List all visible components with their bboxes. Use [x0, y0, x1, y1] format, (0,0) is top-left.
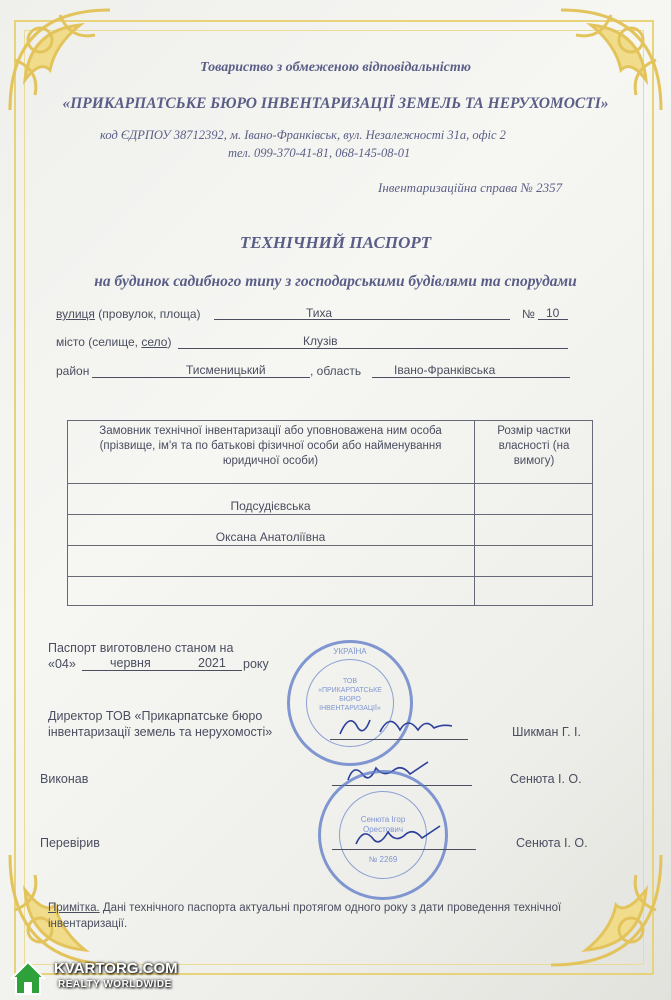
- company-stamp-top-text: УКРАЇНА: [333, 647, 367, 656]
- number-label: №: [522, 307, 535, 321]
- prepared-as-of-label: Паспорт виготовлено станом на: [48, 641, 234, 655]
- document-title: ТЕХНІЧНИЙ ПАСПОРТ: [239, 233, 432, 252]
- inventory-case-number: Інвентаризаційна справа № 2357: [378, 180, 563, 195]
- checker-signature: [350, 822, 450, 852]
- executor-label: Виконав: [40, 772, 89, 786]
- company-stamp: [287, 640, 413, 766]
- prepared-month: червня: [110, 656, 151, 670]
- district-value: Тисменицький: [186, 363, 266, 377]
- street-value: Тиха: [306, 306, 333, 320]
- engineer-stamp-name: Сенюта Ігор Орестович: [360, 815, 406, 834]
- director-title-line-2: інвентаризації земель та нерухомості»: [48, 725, 273, 739]
- city-label: [56, 335, 171, 349]
- district-label: район: [56, 364, 90, 378]
- customer-given-names: Оксана Анатоліївна: [215, 530, 326, 544]
- street-label-underlined: вулиця: [56, 307, 95, 321]
- executor-name: Сенюта І. О.: [510, 772, 582, 786]
- prepared-year: 2021: [198, 656, 226, 670]
- checker-name: Сенюта І. О.: [516, 836, 588, 850]
- note-line-2: інвентаризації.: [48, 918, 128, 930]
- note-text: Дані технічного паспорта актуальні протягом одного року з дати проведення технічної: [99, 902, 562, 914]
- share-header-line-2: власності (на: [498, 440, 570, 452]
- street-label: [56, 307, 201, 321]
- prepared-year-suffix: року: [243, 657, 269, 671]
- city-label-underlined: село: [141, 335, 168, 349]
- customer-header-line-2: (прізвище, ім'я та по батькові фізичної особи або найменування: [99, 440, 442, 452]
- director-title-line-1: Директор ТОВ «Прикарпатське бюро: [48, 709, 263, 723]
- share-header-line-3: вимогу): [513, 455, 555, 467]
- org-phones: тел. 099-370-41-81, 068-145-08-01: [228, 146, 411, 160]
- org-name: «ПРИКАРПАТСЬКЕ БЮРО ІНВЕНТАРИЗАЦІЇ ЗЕМЕЛЬ ТА НЕРУХОМОСТІ»: [62, 95, 609, 112]
- watermark-brand: KVARTORG.COM: [54, 960, 178, 977]
- director-name: Шикман Г. І.: [512, 725, 581, 739]
- region-label: , область: [310, 364, 362, 378]
- checker-label: Перевірив: [40, 836, 100, 850]
- company-stamp-center-text: ТОВ «ПРИКАРПАТСЬКЕ БЮРО ІНВЕНТАРИЗАЦІЇ»: [318, 678, 382, 712]
- city-label-c: ): [167, 335, 172, 349]
- street-label-rest: (провулок, площа): [94, 307, 201, 321]
- city-value: Клузів: [303, 334, 338, 348]
- engineer-stamp-number: № 2269: [368, 855, 398, 864]
- org-address: код ЄДРПОУ 38712392, м. Івано-Франківськ, вул. Незалежності 31а, офіс 2: [100, 128, 506, 142]
- customer-header-line-1: Замовник технічної інвентаризації або уповноважена ним особа: [99, 425, 442, 437]
- ownership-share-column-header: [475, 424, 593, 469]
- kvartorg-watermark: [0, 952, 200, 1000]
- org-type-line: Товариство з обмеженою відповідальністю: [200, 60, 471, 75]
- house-number-value: 10: [546, 306, 560, 320]
- director-signature: [330, 706, 460, 742]
- customer-surname: Подсудієвська: [230, 499, 311, 513]
- watermark-tagline: REALTY WORLDWIDE: [58, 979, 172, 990]
- city-label-a: місто (селище,: [56, 335, 142, 349]
- customer-column-header: [67, 424, 474, 469]
- share-header-line-1: Розмір частки: [497, 425, 571, 437]
- prepared-day: «04»: [48, 657, 76, 671]
- customer-header-line-3: юридичної особи): [222, 455, 319, 467]
- document-subtitle: на будинок садибного типу з господарськими будівлями та спорудами: [94, 273, 577, 290]
- note-label: Примітка.: [48, 902, 100, 914]
- region-value: Івано-Франківська: [394, 363, 496, 377]
- house-logo-icon: [8, 958, 48, 996]
- note-line-1: [48, 902, 561, 914]
